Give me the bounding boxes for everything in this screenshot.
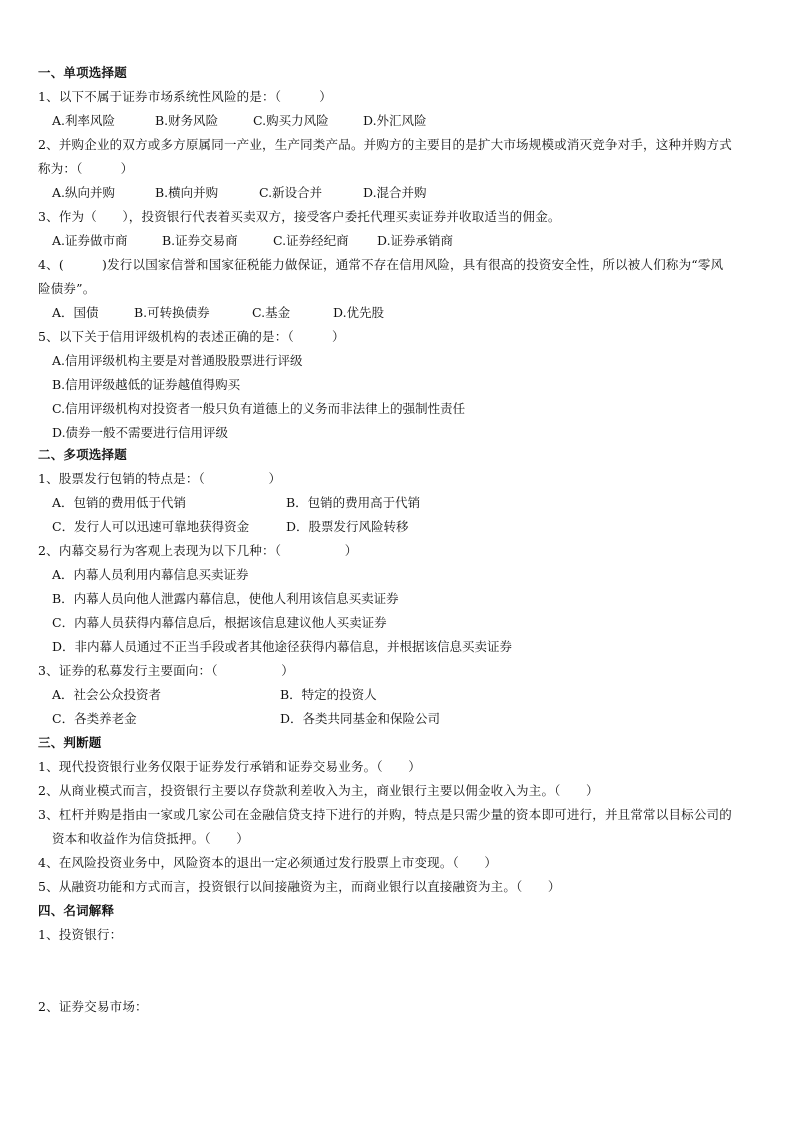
question-text-continued: 险债券”。 [38, 281, 96, 296]
option-b: B．特定的投资人 [280, 687, 377, 702]
question-text: 3、作为（ ），投资银行代表着买卖双方，接受客户委托代理买卖证券并收取适当的佣金。 [38, 209, 561, 224]
option-a: A．社会公众投资者 [52, 687, 162, 702]
question-text: 2、内幕交易行为客观上表现为以下几种：（ ） [38, 543, 358, 558]
term-item: 2、证券交易市场： [38, 999, 148, 1014]
option-b: B．内幕人员向他人泄露内幕信息，使他人利用该信息买卖证券 [52, 591, 399, 606]
question-text: 4、( )发行以国家信誉和国家征税能力做保证，通常不存在信用风险，具有很高的投资安全性，所以被人们称为“零风 [38, 257, 724, 272]
option-a: A．包销的费用低于代销 [52, 495, 187, 510]
statement-text: 1、现代投资银行业务仅限于证券发行承销和证券交易业务。（ ） [38, 759, 421, 774]
option-b: B.财务风险 [155, 113, 219, 128]
option-a: A．国债 [52, 305, 99, 320]
option-c: C.信用评级机构对投资者一般只负有道德上的义务而非法律上的强制性责任 [52, 401, 466, 416]
statement-text: 5、从融资功能和方式而言，投资银行以间接融资为主，而商业银行以直接融资为主。（ ） [38, 879, 561, 894]
section-heading-single-choice: 一、单项选择题 [38, 65, 127, 80]
option-c: C.证券经纪商 [273, 233, 349, 248]
option-c: C.购买力风险 [253, 113, 329, 128]
section-heading-multiple-choice: 二、多项选择题 [38, 447, 127, 462]
option-d: D．股票发行风险转移 [286, 519, 409, 534]
option-c: C．发行人可以迅速可靠地获得资金 [52, 519, 250, 534]
option-a: A.利率风险 [52, 113, 116, 128]
option-c: C．各类养老金 [52, 711, 137, 726]
question-text: 1、以下不属于证券市场系统性风险的是：（ ） [38, 89, 333, 104]
option-a: A.纵向并购 [52, 185, 116, 200]
option-c: C.基金 [252, 305, 291, 320]
question-text: 3、证券的私募发行主要面向：（ ） [38, 663, 294, 678]
option-b: B.横向并购 [155, 185, 219, 200]
statement-text: 3、杠杆并购是指由一家或几家公司在金融信贷支持下进行的并购，特点是只需少量的资本即可进行，并且常常以目标公司的 [38, 807, 732, 822]
option-d: D．各类共同基金和保险公司 [280, 711, 441, 726]
section-heading-true-false: 三、判断题 [38, 735, 102, 750]
term-item: 1、投资银行： [38, 927, 123, 942]
question-text: 1、股票发行包销的特点是：（ ） [38, 471, 282, 486]
option-b: B.证券交易商 [162, 233, 238, 248]
option-a: A.证券做市商 [52, 233, 128, 248]
option-d: D.债券一般不需要进行信用评级 [52, 425, 229, 440]
option-d: D.外汇风险 [363, 113, 427, 128]
option-a: A．内幕人员利用内幕信息买卖证券 [52, 567, 249, 582]
option-d: D.优先股 [333, 305, 385, 320]
option-c: C．内幕人员获得内幕信息后，根据该信息建议他人买卖证券 [52, 615, 387, 630]
option-d: D．非内幕人员通过不正当手段或者其他途径获得内幕信息，并根据该信息买卖证券 [52, 639, 513, 654]
question-text: 2、并购企业的双方或多方原属同一产业，生产同类产品。并购方的主要目的是扩大市场规模或消灭竞争对手，这种并购方式 [38, 137, 732, 152]
option-b: B．包销的费用高于代销 [286, 495, 421, 510]
option-d: D.证券承销商 [377, 233, 454, 248]
question-text: 5、以下关于信用评级机构的表述正确的是：（ ） [38, 329, 345, 344]
statement-text: 4、在风险投资业务中，风险资本的退出一定必须通过发行股票上市变现。（ ） [38, 855, 498, 870]
question-text-continued: 称为：（ ） [38, 161, 134, 176]
option-b: B.信用评级越低的证券越值得购买 [52, 377, 241, 392]
option-b: B.可转换债券 [134, 305, 210, 320]
statement-text: 2、从商业模式而言，投资银行主要以存贷款利差收入为主，商业银行主要以佣金收入为主。（ ） [38, 783, 599, 798]
option-d: D.混合并购 [363, 185, 427, 200]
section-heading-term-definitions: 四、名词解释 [38, 903, 115, 918]
option-c: C.新设合并 [259, 185, 323, 200]
option-a: A.信用评级机构主要是对普通股股票进行评级 [52, 353, 303, 368]
statement-text-continued: 资本和收益作为信贷抵押。（ ） [52, 831, 249, 846]
